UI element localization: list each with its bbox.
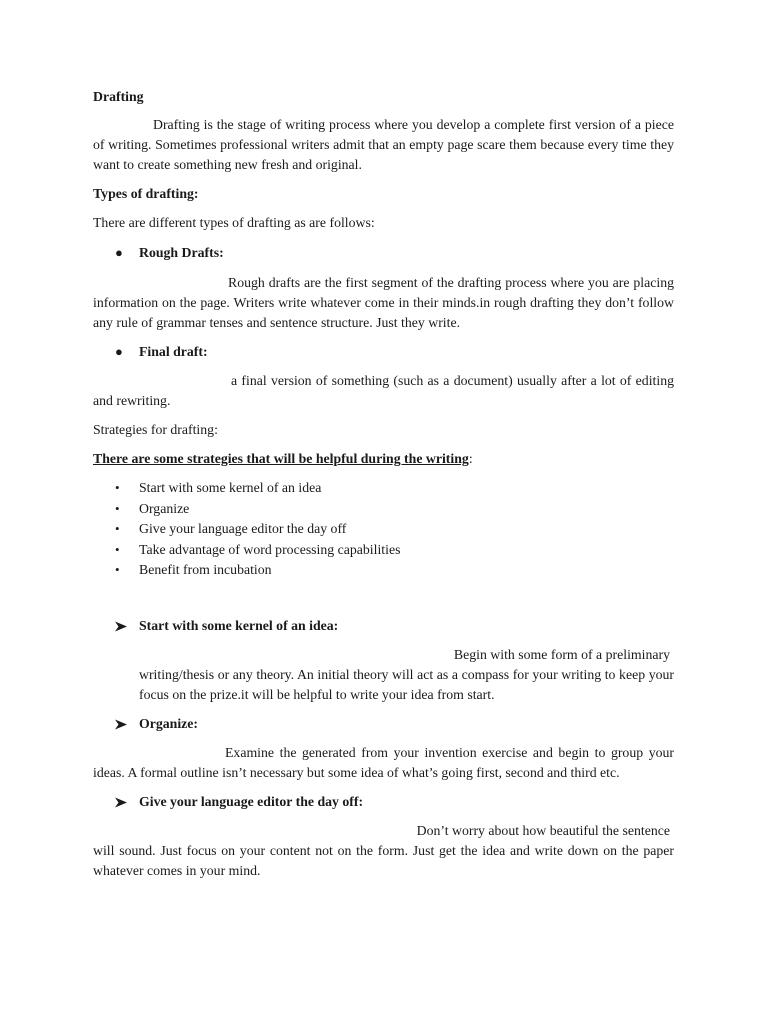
type-title: Final draft: [139, 344, 208, 359]
strategies-label: Strategies for drafting: [93, 422, 218, 437]
list-item: • Take advantage of word processing capabilities [93, 540, 674, 561]
bullet-icon: • [115, 541, 120, 557]
strategies-heading: There are some strategies that will be helpful during the writing [93, 451, 469, 466]
type-body-final: a final version of something (such as a document) usually after a lot of editing and rewriting. [93, 373, 674, 408]
detail-body-kernel [93, 645, 674, 705]
detail-body-first-line: Don’t worry about how beautiful the sentence [416, 822, 670, 838]
detail-item-kernel [93, 616, 674, 636]
list-item: • Organize [93, 499, 674, 520]
document-page [93, 87, 674, 881]
strategies-heading-colon: : [468, 451, 473, 466]
list-item: • Benefit from incubation [93, 560, 674, 581]
detail-item-organize [93, 714, 674, 734]
type-item-rough [93, 243, 674, 263]
bullet-icon: • [115, 562, 120, 577]
bullet-icon: ● [115, 344, 123, 359]
detail-body-first-line: Begin with some form of a preliminary [453, 646, 670, 662]
bullet-icon: ● [115, 245, 123, 260]
types-intro: There are different types of drafting as are follows: [93, 215, 375, 230]
type-title: Rough Drafts: [139, 245, 224, 260]
arrow-bullet-icon [114, 719, 128, 730]
intro-paragraph: Drafting is the stage of writing process where you develop a complete first version of a piece of writing. Sometimes professional writers admit that an empty page scare them because every time they want to create something new fresh and original. [93, 117, 674, 172]
arrow-bullet-icon [114, 621, 128, 632]
arrow-bullet-icon [114, 797, 128, 808]
detail-body-organize: Examine the generated from your invention exercise and begin to group your ideas. A formal outline isn’t necessary but some idea of what’s going first, second and third etc. [93, 744, 674, 780]
bullet-icon: • [115, 500, 120, 516]
type-item-final [93, 342, 674, 362]
detail-item-editor [93, 792, 674, 812]
list-item: • Start with some kernel of an idea [93, 478, 674, 499]
strategies-list [93, 478, 674, 581]
detail-title: Organize: [139, 715, 199, 731]
detail-title: Start with some kernel of an idea: [139, 617, 339, 633]
detail-body-rest: writing/thesis or any theory. An initial theory will act as a compass for your writing to keep your focus on the prize.it will be helpful to write your idea from start. [139, 666, 674, 702]
bullet-icon: • [115, 480, 120, 495]
detail-body-editor [93, 821, 674, 881]
bullet-icon: • [115, 521, 120, 536]
types-heading: Types of drafting: [93, 186, 199, 201]
detail-title: Give your language editor the day off: [139, 793, 364, 809]
list-item: • Give your language editor the day off [93, 519, 674, 540]
document-heading: Drafting [93, 89, 144, 104]
type-body-rough: Rough drafts are the first segment of the drafting process where you are placing information on the page. Writers write whatever come in their minds.in rough drafting they don’t follow any rule of grammar tenses and sentence structure. Just they write. [93, 275, 674, 330]
strategies-heading-line [93, 449, 674, 469]
detail-body-rest: will sound. Just focus on your content not on the form. Just get the idea and write down on the paper whatever comes in your mind. [93, 842, 674, 878]
